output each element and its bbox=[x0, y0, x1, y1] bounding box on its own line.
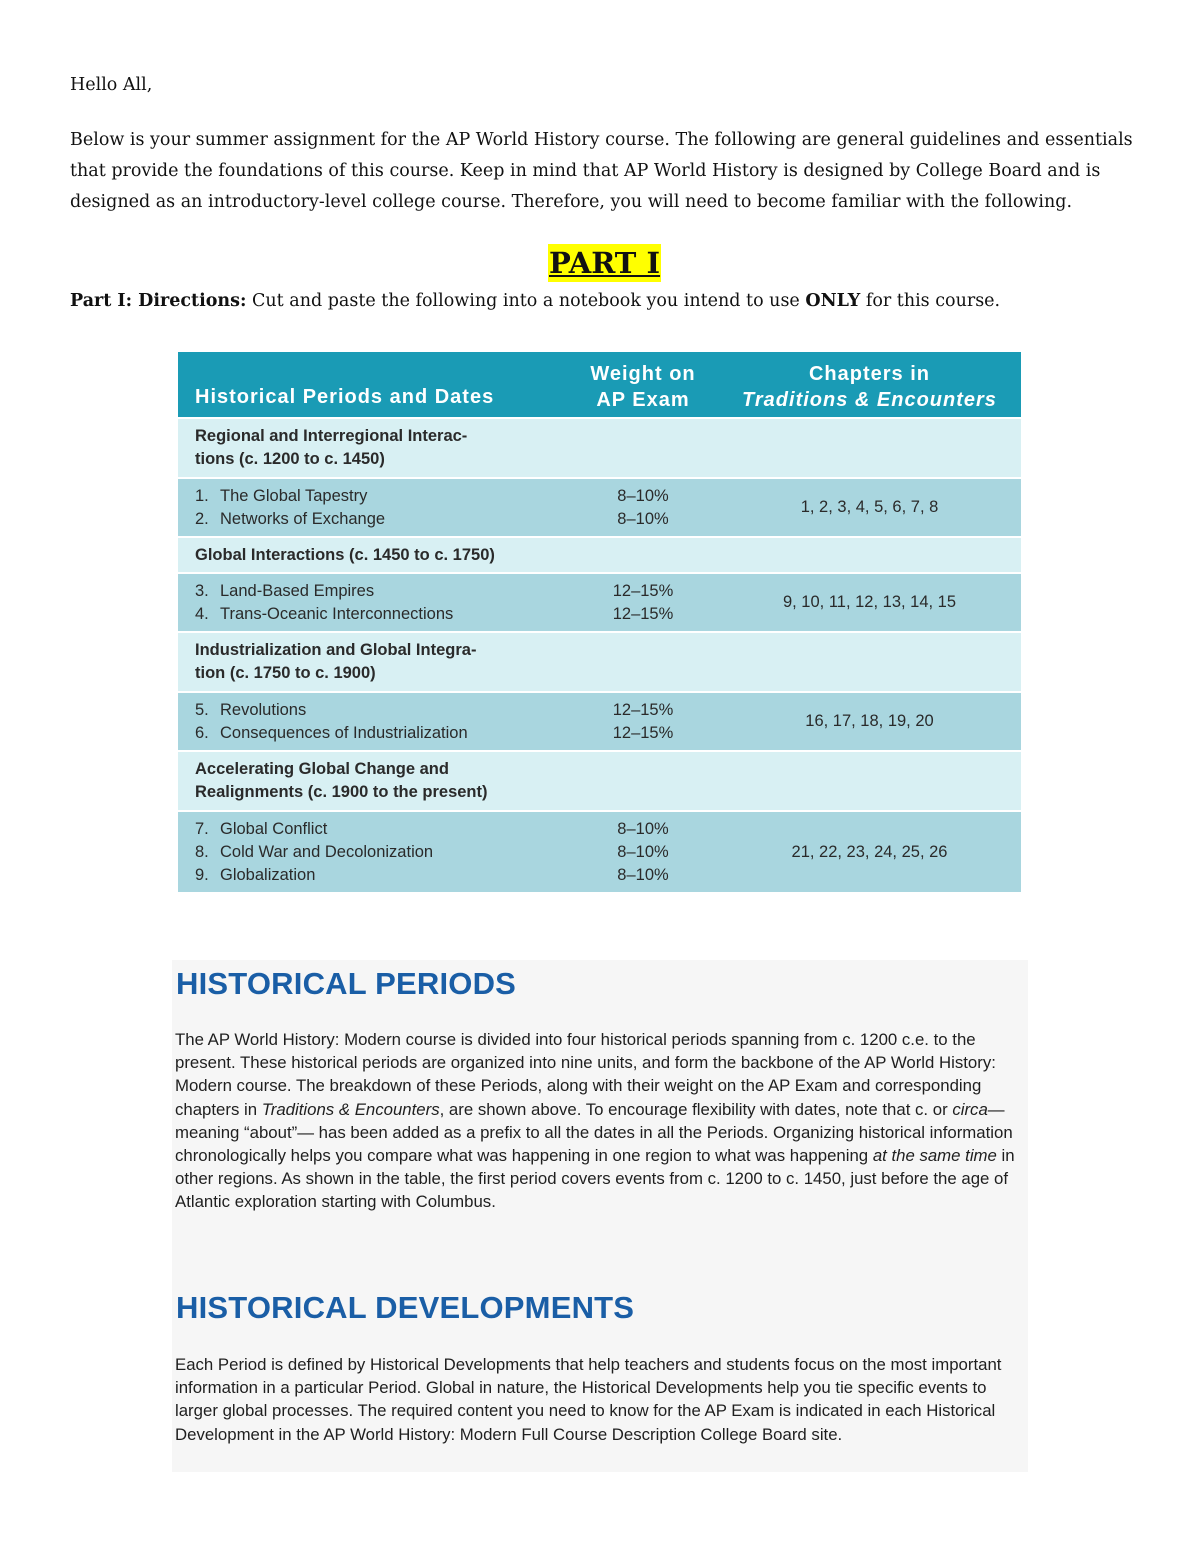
unit-item bbox=[195, 603, 568, 626]
same-time-phrase: at the same time bbox=[872, 1146, 997, 1166]
info-panel bbox=[172, 960, 1028, 1472]
table-header bbox=[178, 352, 1021, 417]
unit-row bbox=[178, 810, 1021, 892]
heading-historical-periods: HISTORICAL PERIODS bbox=[176, 966, 517, 1001]
unit-name: Consequences of Industrialization bbox=[220, 723, 468, 742]
unit-weight: 8–10% bbox=[617, 865, 669, 884]
chapters-cell: 16, 17, 18, 19, 20 bbox=[805, 712, 934, 730]
unit-name: Networks of Exchange bbox=[220, 509, 386, 528]
section-title: tion (c. 1750 to c. 1900) bbox=[195, 664, 376, 682]
unit-number: 2. bbox=[195, 509, 209, 528]
unit-row bbox=[178, 477, 1021, 536]
unit-name: Cold War and Decolonization bbox=[220, 842, 434, 861]
book-title: Traditions & Encounters bbox=[261, 1099, 440, 1119]
unit-number: 7. bbox=[195, 819, 209, 838]
unit-weight: 12–15% bbox=[612, 604, 674, 623]
periods-text: The AP World History: Modern course is divided into four historical periods spanning from c. 1200 c.e. to the present. These historical periods are organized into nine units, and form the backbone of the AP World History: Modern course. The breakdown of these Periods, along with their weight on the AP Exam and corresponding chapters in bbox=[175, 1030, 996, 1119]
unit-name: Globalization bbox=[220, 865, 316, 884]
section-row bbox=[178, 750, 1021, 810]
developments-paragraph: Each Period is defined by Historical Developments that help teachers and students focus on the most important information in a particular Period. Global in nature, the Historical Developments help you tie specific events to larger global processes. The required content you need to know for the AP Exam is indicated in each Historical Development in the AP World History: Modern Full Course Description College Board site. bbox=[175, 1355, 1002, 1444]
section-title: Industrialization and Global Integra- bbox=[195, 641, 477, 659]
section-row bbox=[178, 536, 1021, 572]
unit-item bbox=[195, 818, 568, 841]
unit-weight: 12–15% bbox=[612, 700, 674, 719]
section-title: Accelerating Global Change and bbox=[195, 760, 449, 778]
unit-name: Land-Based Empires bbox=[220, 581, 375, 600]
unit-weight: 8–10% bbox=[617, 819, 669, 838]
directions-text-2: for this course. bbox=[860, 291, 1001, 311]
header-weight-line2: AP Exam bbox=[596, 389, 690, 411]
directions-text-1: Cut and paste the following into a notebook you intend to use bbox=[246, 291, 806, 311]
unit-weight: 8–10% bbox=[617, 486, 669, 505]
chapters-cell: 21, 22, 23, 24, 25, 26 bbox=[791, 842, 948, 861]
chapters-cell: 1, 2, 3, 4, 5, 6, 7, 8 bbox=[800, 498, 939, 516]
unit-item bbox=[195, 699, 568, 722]
unit-number: 8. bbox=[195, 842, 209, 861]
header-chapters-line2: Traditions & Encounters bbox=[742, 389, 997, 411]
section-row bbox=[178, 417, 1021, 477]
directions bbox=[70, 286, 1140, 317]
periods-text: , are shown above. To encourage flexibility with dates, note that c. or bbox=[439, 1099, 953, 1119]
header-chapters-line1: Chapters in bbox=[808, 363, 931, 385]
unit-name: The Global Tapestry bbox=[220, 486, 368, 505]
unit-item bbox=[195, 508, 568, 531]
unit-item bbox=[195, 722, 568, 745]
unit-weight: 12–15% bbox=[612, 581, 674, 600]
header-weight-line1: Weight on bbox=[590, 363, 696, 385]
unit-weight: 8–10% bbox=[617, 842, 669, 861]
periods-text: in other regions. As shown in the table, the first period covers events from c. 1200 to c. 1450, just before the age of Atlantic exploration starting with Columbus. bbox=[175, 1146, 1015, 1212]
unit-item bbox=[195, 580, 568, 603]
unit-row bbox=[178, 691, 1021, 750]
unit-item bbox=[195, 841, 568, 864]
unit-number: 9. bbox=[195, 865, 209, 884]
section-title: Global Interactions (c. 1450 to c. 1750) bbox=[195, 545, 495, 564]
unit-name: Global Conflict bbox=[220, 819, 328, 838]
intro-paragraph: Below is your summer assignment for the AP World History course. The following are general guidelines and essentials that provide the foundations of this course. Keep in mind that AP World History is designed by College Board and is designed as an introductory-level college course. Therefore, you will need to become familiar with the following. bbox=[70, 130, 1133, 212]
greeting: Hello All, bbox=[70, 75, 153, 95]
header-period: Historical Periods and Dates bbox=[195, 386, 495, 408]
directions-only: ONLY bbox=[805, 291, 861, 311]
unit-number: 1. bbox=[195, 486, 209, 505]
periods-table bbox=[178, 352, 1021, 892]
chapters-cell: 9, 10, 11, 12, 13, 14, 15 bbox=[782, 593, 957, 611]
periods-paragraph bbox=[175, 1028, 1025, 1214]
unit-item bbox=[195, 485, 568, 508]
unit-weight: 8–10% bbox=[617, 509, 669, 528]
unit-name: Revolutions bbox=[220, 700, 307, 719]
directions-label: Part I: Directions: bbox=[70, 291, 247, 311]
section-row bbox=[178, 631, 1021, 691]
unit-name: Trans-Oceanic Interconnections bbox=[220, 604, 454, 623]
unit-item bbox=[195, 864, 568, 887]
header-weight bbox=[568, 352, 718, 417]
periods-text: —meaning “about”— has been added as a prefix to all the dates in all the Periods. Organizing historical information chronologically helps you compare what was happening in one region to what was happening bbox=[175, 1099, 1013, 1166]
unit-row bbox=[178, 572, 1021, 631]
unit-number: 5. bbox=[195, 700, 209, 719]
part-title: PART I bbox=[549, 246, 661, 280]
section-title: tions (c. 1200 to c. 1450) bbox=[195, 450, 385, 468]
circa-term: circa bbox=[952, 1099, 988, 1119]
unit-number: 4. bbox=[195, 604, 209, 623]
header-chapters bbox=[718, 352, 1021, 417]
section-title: Realignments (c. 1900 to the present) bbox=[195, 783, 488, 801]
unit-number: 6. bbox=[195, 723, 209, 742]
section-title: Regional and Interregional Interac- bbox=[195, 427, 468, 445]
heading-historical-developments: HISTORICAL DEVELOPMENTS bbox=[176, 1290, 635, 1325]
unit-number: 3. bbox=[195, 581, 209, 600]
unit-weight: 12–15% bbox=[612, 723, 674, 742]
